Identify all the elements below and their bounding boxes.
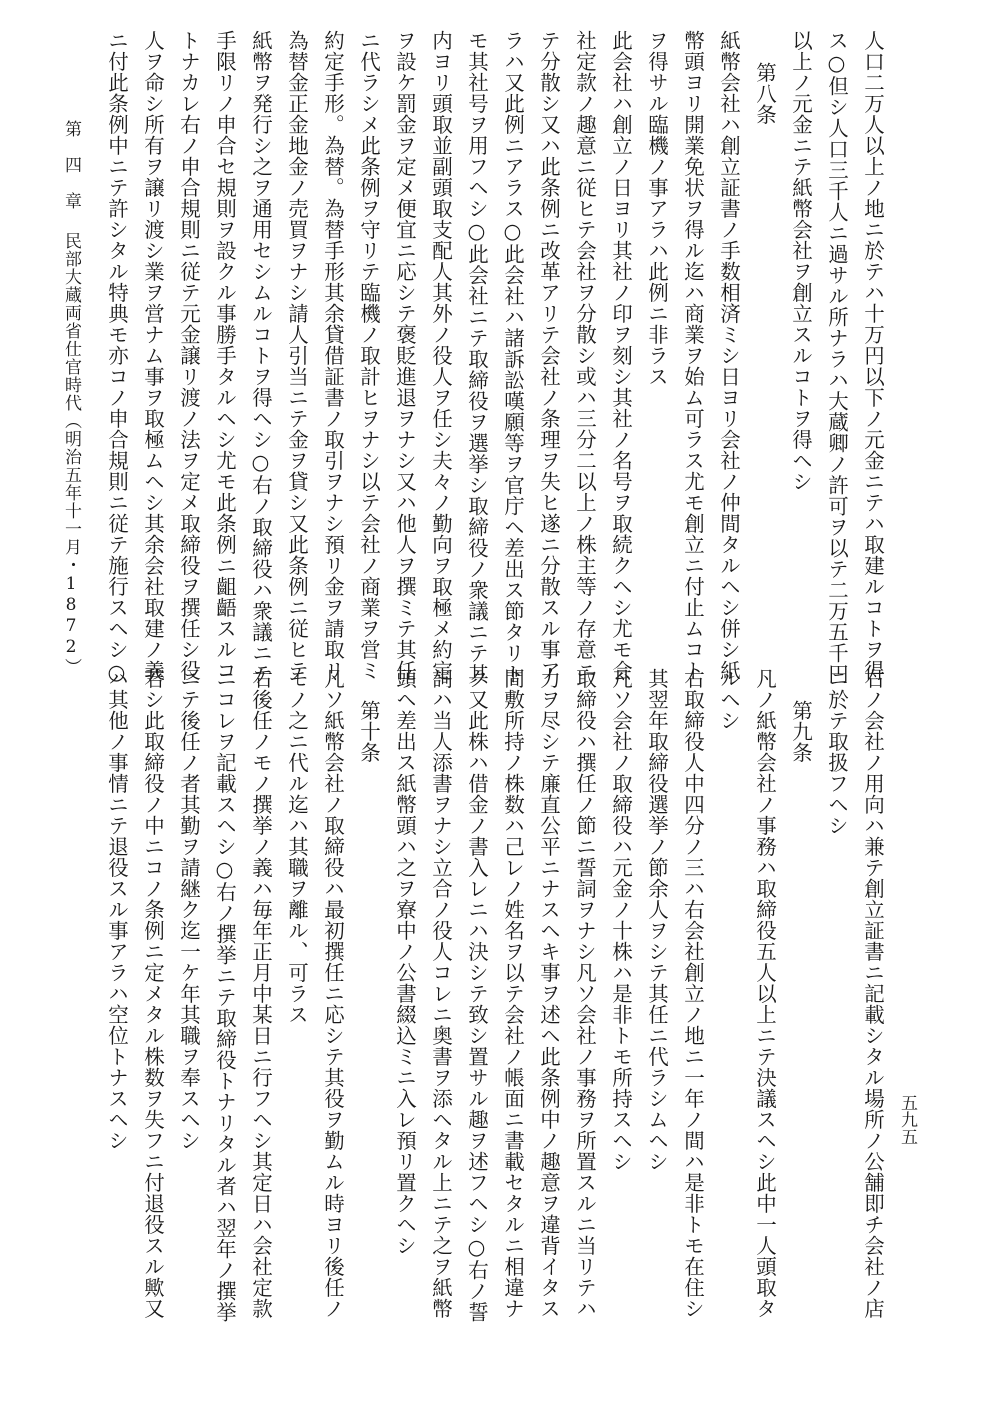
text-column: 詞ハ当人添書ヲナシ立合ノ役人コレニ奥書ヲ添ヘタル上ニテ之ヲ紙幣 — [428, 668, 453, 1319]
text-column: 右取締役人中四分ノ三ハ右会社創立ノ地ニ一年ノ間ハ是非トモ在住シ — [680, 668, 705, 1319]
text-column: 紙幣会社ハ創立証書ノ手数相済ミシ日ヨリ会社ノ仲間タルヘシ併シ紙 — [716, 30, 741, 681]
text-column: モノ之ニ代ル迄ハ其職ヲ離ル、可ラス — [284, 668, 309, 1025]
text-column: 右後任ノモノ撰挙ノ義ハ毎年正月中某日ニ行フヘシ其定日ハ会社定款 — [248, 668, 273, 1319]
text-column: トナカレ右ノ申合規則ニ従テ元金譲リ渡ノ法ヲ定メ取締役ヲ撰任シ役 — [176, 30, 201, 681]
text-column: ハ其他ノ事情ニテ退役スル事アラハ空位トナスヘシ — [104, 668, 129, 1151]
text-column: 約定手形。為替。為替手形其余貸借証書ノ取引ヲナシ預リ金ヲ請取リ — [320, 30, 345, 681]
text-column: 人口二万人以上ノ地ニ於テハ十万円以下ノ元金ニテハ取建ルコトヲ得 — [860, 30, 885, 681]
text-column: 凡ソ会社ノ取締役ハ元金ノ十株ハ是非トモ所持スヘシ — [608, 668, 633, 1172]
text-column: ス○但シ人口三千人ニ過サル所ナラハ大蔵卿ノ許可ヲ以テ二万五千円 — [824, 30, 849, 685]
text-column: 紙幣ヲ発行シ之ヲ通用セシムルコトヲ得ヘシ○右ノ取締役ハ衆議ニテ — [248, 30, 273, 685]
text-column: テ分散シ又ハ此条例ニ改革アリテ会社ノ条理ヲ失ヒ遂ニ分散スル事ア — [536, 30, 561, 681]
period-date: （明治五年十一月・1872） — [61, 412, 81, 676]
text-column: ニ付此条例中ニテ許シタル特典モ亦コノ申合規則ニ従テ施行スヘシ○ — [104, 30, 129, 685]
text-column: ク又此株ハ借金ノ書入レニハ決シテ致シ置サル趣ヲ述フヘシ○右ノ誓 — [464, 668, 489, 1323]
text-column: ヲ設ケ罰金ヲ定メ便宜ニ応シテ褒貶進退ヲナシ又ハ他人ヲ撰ミテ其任 — [392, 30, 417, 681]
text-column: 其翌年取締役選挙ノ節余人ヲシテ其任ニ代ラシムヘシ — [644, 668, 669, 1172]
text-column: ニコレヲ記載スヘシ○右ノ撰挙ニテ取締役トナリタル者ハ翌年ノ撰挙 — [212, 668, 237, 1323]
text-column: 社定款ノ趣意ニ従ヒテ会社ヲ分散シ或ハ三分二以上ノ株主等ノ存意ニ — [572, 30, 597, 681]
text-column: 間敷所持ノ株数ハ己レノ姓名ヲ以テ会社ノ帳面ニ書載セタルニ相違ナ — [500, 668, 525, 1319]
text-column: ヲ得サル臨機ノ事アラハ此例ニ非ラス — [644, 30, 669, 387]
text-column: 凡ソ紙幣会社ノ取締役ハ最初撰任ニ応シテ其役ヲ勤ムル時ヨリ後任ノ — [320, 668, 345, 1319]
text-column: ニ於テ取扱フヘシ — [824, 668, 849, 836]
text-column: 人ヲ命シ所有ヲ譲リ渡シ業ヲ営ナム事ヲ取極ムヘシ其余会社取建ノ義 — [140, 30, 165, 681]
text-column: 手限リノ申合セ規則ヲ設クル事勝手タルヘシ尤モ此条例ニ齟齬スルコ — [212, 30, 237, 681]
text-column: 力ヲ尽シテ廉直公平ニナスヘキ事ヲ述ヘ此条例中ノ趣意ヲ違背イタス — [536, 668, 561, 1319]
text-column: 以上ノ元金ニテ紙幣会社ヲ創立スルコトヲ得ヘシ — [788, 30, 813, 492]
page-number: 五九五 — [897, 1094, 917, 1145]
text-column: 為替金正金地金ノ売買ヲナシ請人引当ニテ金ヲ貸シ又此条例ニ従ヒテ — [284, 30, 309, 681]
text-column: 取締役ハ撰任ノ節ニ誓詞ヲナシ凡ソ会社ノ事務ヲ所置スルニ当リテハ — [572, 668, 597, 1319]
text-column: 幣頭ヨリ開業免状ヲ得ル迄ハ商業ヲ始ム可ラス尤モ創立ニ付止ムコト — [680, 30, 705, 681]
text-column: モ其社号ヲ用フヘシ○此会社ニテ取締役ヲ選挙シ取締役ノ衆議ニテ其 — [464, 30, 489, 685]
chapter-label: 第 四 章 — [61, 120, 81, 210]
article-heading: 第八条 — [752, 62, 777, 125]
text-column: 頭ヘ差出ス紙幣頭ハ之ヲ寮中ノ公書綴込ミニ入レ預リ置クヘシ — [392, 668, 417, 1256]
text-column: 右ノ会社ノ用向ハ兼テ創立証書ニ記載シタル場所ノ公舗即チ会社ノ店 — [860, 668, 885, 1319]
text-column: ニ代ラシメ此条例ヲ守リテ臨機ノ取計ヒヲナシ以テ会社ノ商業ヲ営ミ — [356, 30, 381, 681]
text-column: ラハ又此例ニアラス○此会社ハ諸訴訟嘆願等ヲ官庁ヘ差出ス節タリト — [500, 30, 525, 685]
article-heading: 第十条 — [356, 700, 381, 763]
text-column: ルヘシ — [716, 668, 741, 731]
section-title: 民部大蔵両省仕官時代 — [61, 232, 81, 412]
article-heading: 第九条 — [788, 700, 813, 763]
text-column: 内ヨリ頭取並副頭取支配人其外ノ役人ヲ任シ夫々ノ勤向ヲ取極メ約定 — [428, 30, 453, 681]
text-column: 若シ此取締役ノ中ニコノ条例ニ定メタル株数ヲ失フニ付退役スル歟又 — [140, 668, 165, 1319]
text-column: ニテ後任ノ者其勤ヲ請継ク迄一ケ年其職ヲ奉スヘシ — [176, 668, 201, 1151]
text-column: 此会社ハ創立ノ日ヨリ其社ノ印ヲ刻シ其社ノ名号ヲ取続クヘシ尤モ会 — [608, 30, 633, 681]
text-column: 凡ノ紙幣会社ノ事務ハ取締役五人以上ニテ決議スヘシ此中一人頭取タ — [752, 668, 777, 1319]
